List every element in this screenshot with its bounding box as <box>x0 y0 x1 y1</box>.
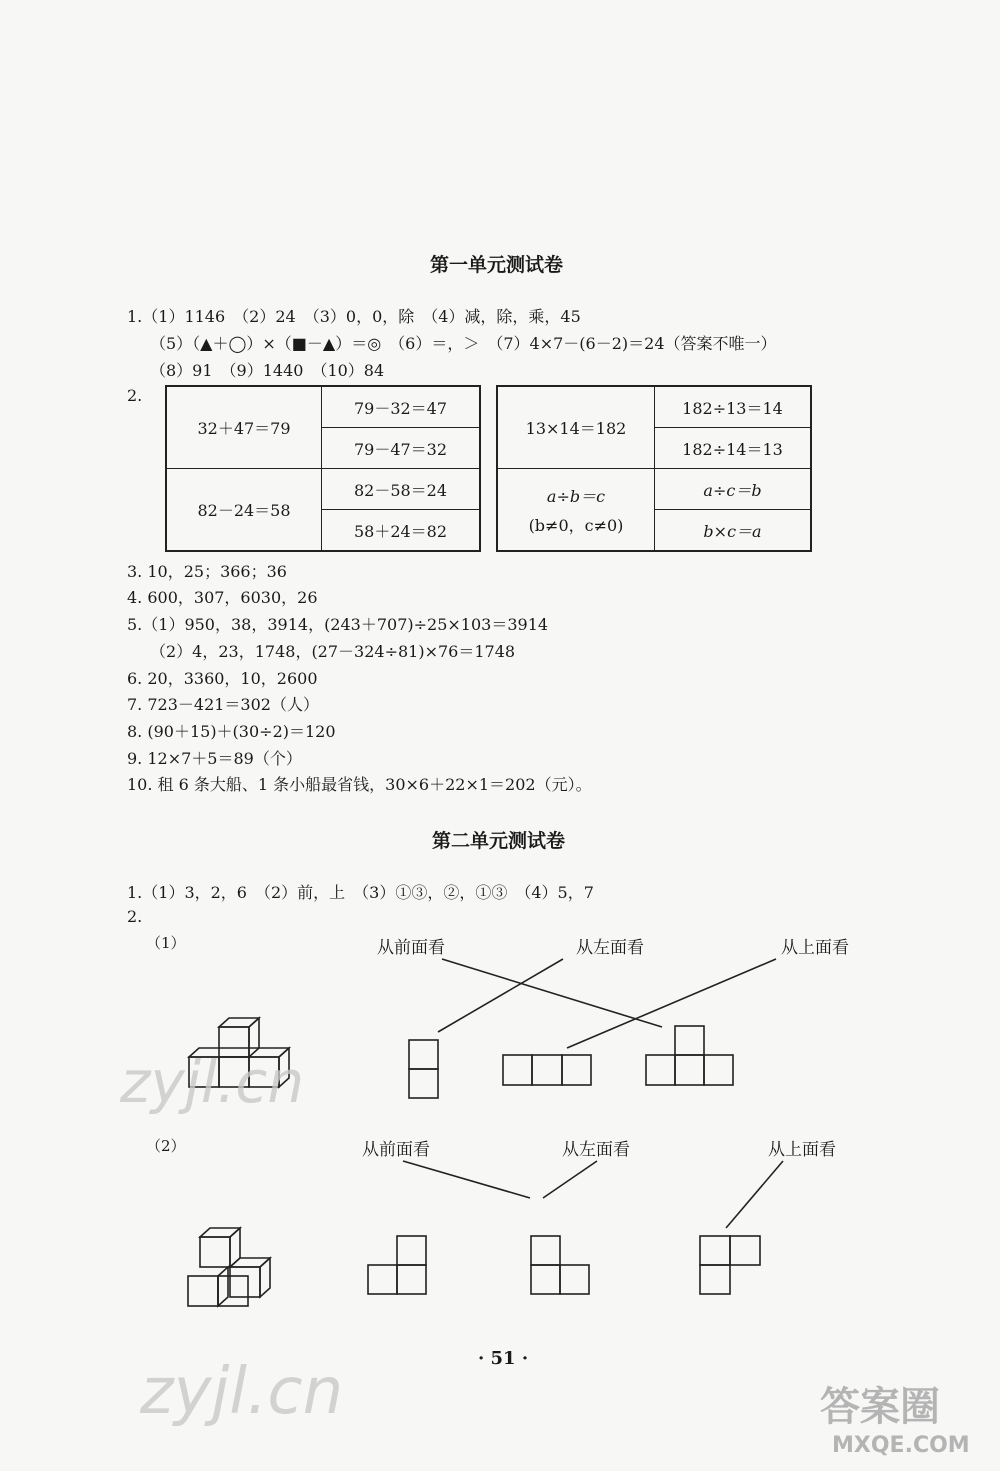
part2-line-left <box>543 1161 597 1198</box>
part2-left-label: 从左面看 <box>562 1140 630 1160</box>
unit1-q5-1: 5.（1）950，38，3914，(243＋707)÷25×103＝3914 <box>127 615 549 634</box>
unit2-part1-label: （1） <box>146 934 186 952</box>
unit2-part2-label: （2） <box>146 1137 186 1155</box>
part2-view-front <box>368 1236 426 1294</box>
part2-solid <box>188 1228 270 1306</box>
part1-line-left <box>438 959 563 1032</box>
table-left-r2-a: 82－58＝24 <box>353 480 448 500</box>
part1-view-front <box>409 1040 438 1098</box>
watermark-daanquan: 答案圈 <box>820 1384 940 1430</box>
watermark-mxqe: MXQE.COM <box>832 1433 970 1458</box>
part2-view-top <box>700 1236 760 1294</box>
part2-view-left <box>531 1236 589 1294</box>
unit1-q3: 3. 10，25；366；36 <box>127 562 287 581</box>
unit1-q1-line1: 1.（1）1146 （2）24 （3）0，0，除 （4）减，除，乘，45 <box>127 307 581 326</box>
table-left-r1-main: 32＋47＝79 <box>197 419 291 438</box>
unit1-title: 第一单元测试卷 <box>430 254 564 276</box>
table-left-r1-a: 79－32＝47 <box>353 398 448 418</box>
table-right-r2-a: a÷c＝b <box>703 480 762 500</box>
unit2-q1: 1.（1）3，2，6 （2）前，上 （3）①③，②，①③ （4）5，7 <box>127 883 594 902</box>
part1-line-front <box>442 959 662 1027</box>
unit1-q1-line3: （8）91 （9）1440 （10）84 <box>150 361 385 380</box>
part1-view-left <box>503 1055 591 1085</box>
unit2-q2-label: 2. <box>127 907 143 926</box>
unit1-q5-2: （2）4，23，1748，(27－324÷81)×76＝1748 <box>150 642 516 661</box>
part1-line-top <box>567 959 776 1048</box>
table-right-r2-b: b×c＝a <box>703 521 762 541</box>
unit1-q10: 10. 租 6 条大船、1 条小船最省钱，30×6＋22×1＝202（元）。 <box>127 775 592 794</box>
table-right-r2-main-line1: a÷b＝c <box>546 486 606 506</box>
part1-top-label: 从上面看 <box>781 938 849 958</box>
table-right-r1-a: 182÷13＝14 <box>682 398 783 418</box>
unit1-q6: 6. 20，3360，10，2600 <box>127 669 318 688</box>
table-left-r2-main: 82－24＝58 <box>197 501 291 520</box>
table-right-r1-b: 182÷14＝13 <box>682 439 783 459</box>
table-left-r1-b: 79－47＝32 <box>353 439 448 459</box>
part2-front-label: 从前面看 <box>362 1140 430 1160</box>
unit1-q2-label: 2. <box>127 386 143 405</box>
table-right-r1-main: 13×14＝182 <box>525 419 627 438</box>
page-number: · 51 · <box>478 1348 529 1369</box>
part2-line-front <box>403 1161 530 1198</box>
watermark-zyjl-2: zyjl.cn <box>140 1355 344 1429</box>
unit1-q4: 4. 600，307，6030，26 <box>127 588 318 607</box>
part1-view-top <box>646 1026 733 1085</box>
part2-top-label: 从上面看 <box>768 1140 836 1160</box>
part1-left-label: 从左面看 <box>576 938 644 958</box>
unit1-q9: 9. 12×7＋5＝89（个） <box>127 749 302 768</box>
watermark-zyjl-1: zyjl.cn <box>120 1048 305 1116</box>
part2-line-top <box>726 1161 783 1228</box>
part1-front-label: 从前面看 <box>377 938 445 958</box>
table-left-r2-b: 58＋24＝82 <box>353 521 448 541</box>
unit1-q7: 7. 723－421＝302（人） <box>127 695 319 714</box>
table-right-r2-main-line2: (b≠0，c≠0) <box>528 515 624 535</box>
unit1-q1-line2: （5）（▲＋◯）×（■－▲）＝◎ （6）＝，＞ （7）4×7－(6－2)＝24（答案不唯一） <box>150 334 777 353</box>
unit2-title: 第二单元测试卷 <box>432 830 566 852</box>
unit1-q8: 8. (90＋15)＋(30÷2)＝120 <box>127 722 336 741</box>
